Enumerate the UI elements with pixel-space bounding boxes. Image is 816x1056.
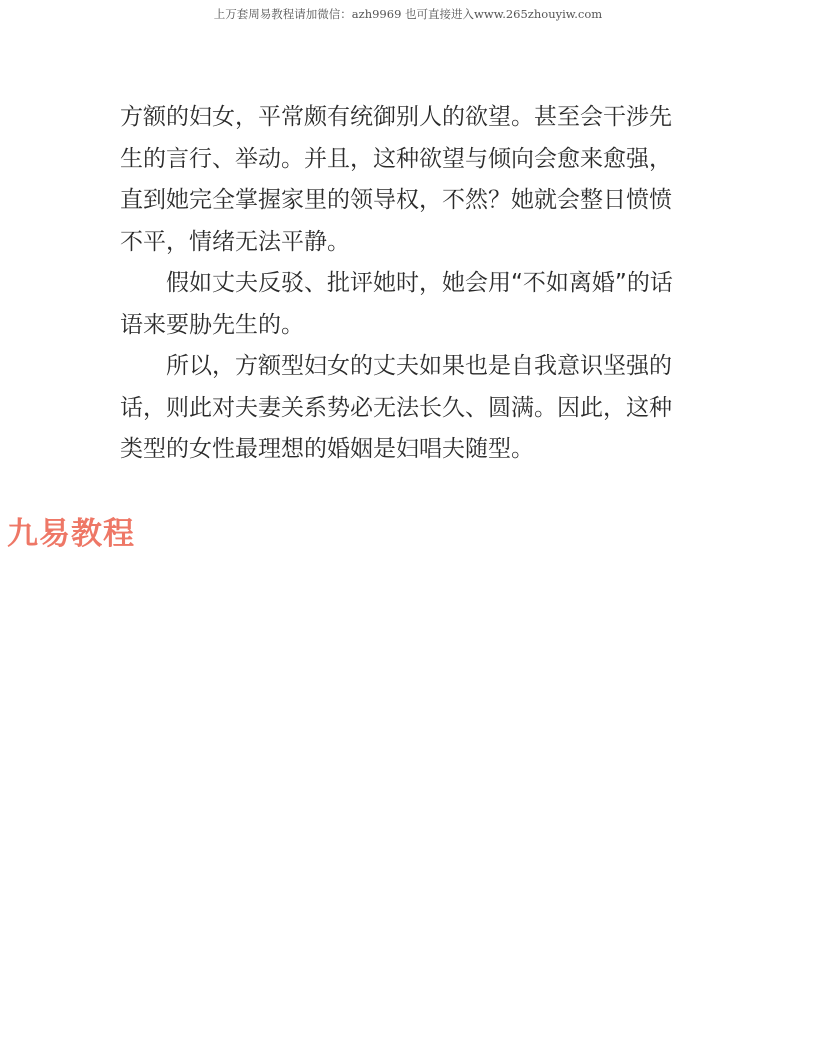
header-watermark: 上万套周易教程请加微信：azh9969 也可直接进入www.265zhouyiw.com — [213, 7, 603, 21]
document-body — [120, 97, 700, 471]
paragraph-line: 直到她完全掌握家里的领导权，不然？她就会整日愤愤 — [120, 187, 672, 213]
paragraph-line: 所以，方额型妇女的丈夫如果也是自我意识坚强的 — [166, 353, 672, 379]
paragraph-line: 生的言行、举动。并且，这种欲望与倾向会愈来愈强， — [120, 145, 672, 172]
paragraph-line: 语来要胁先生的。 — [120, 311, 304, 338]
paragraph-line: 类型的女性最理想的婚姻是妇唱夫随型。 — [120, 436, 534, 462]
paragraph-line: 假如丈夫反驳、批评她时，她会用“不如离婚”的话 — [166, 270, 673, 296]
logo-watermark: 九易教程 — [7, 516, 135, 552]
paragraph-line: 方额的妇女，平常颇有统御别人的欲望。甚至会干涉先 — [120, 104, 672, 130]
paragraph-line: 话，则此对夫妻关系势必无法长久、圆满。因此，这种 — [120, 394, 672, 421]
paragraph-line: 不平，情绪无法平静。 — [120, 228, 350, 255]
